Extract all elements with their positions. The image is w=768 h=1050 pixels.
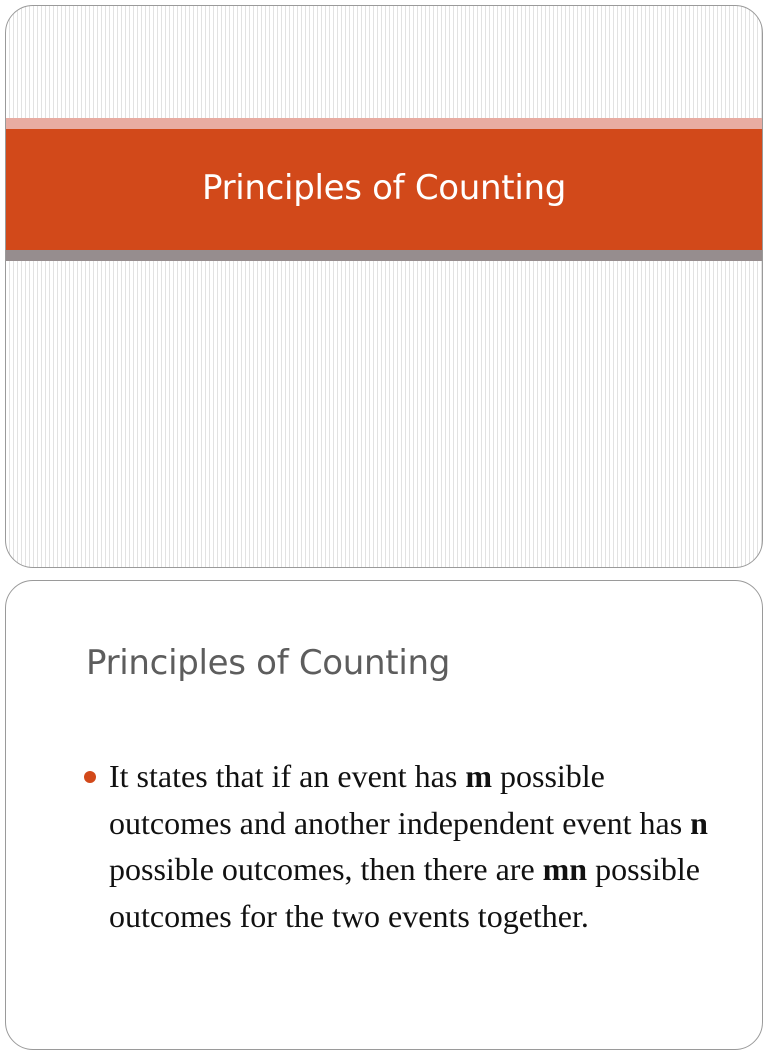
content-slide-heading: Principles of Counting — [86, 643, 451, 683]
bullet-bold-mn: mn — [542, 851, 588, 887]
bullet-dot-icon — [84, 771, 96, 783]
bullet-text-part-2: possible outcomes and another independent event has — [109, 758, 691, 841]
title-accent-stripe-top — [6, 118, 762, 129]
title-accent-stripe-bottom — [6, 250, 762, 261]
title-band — [6, 129, 762, 250]
content-slide — [5, 580, 763, 1050]
bullet-text-part-4: possible outcomes for the two events together. — [109, 851, 700, 934]
bullet-text — [109, 753, 724, 939]
bullet-item — [84, 753, 724, 939]
bullet-text-part-3: possible outcomes, then there are — [109, 851, 543, 887]
title-slide — [5, 5, 763, 568]
bullet-text-part-1: It states that if an event has — [109, 758, 466, 794]
bullet-bold-n: n — [690, 804, 708, 841]
slide-title: Principles of Counting — [201, 167, 566, 208]
bullet-bold-m: m — [465, 758, 492, 794]
